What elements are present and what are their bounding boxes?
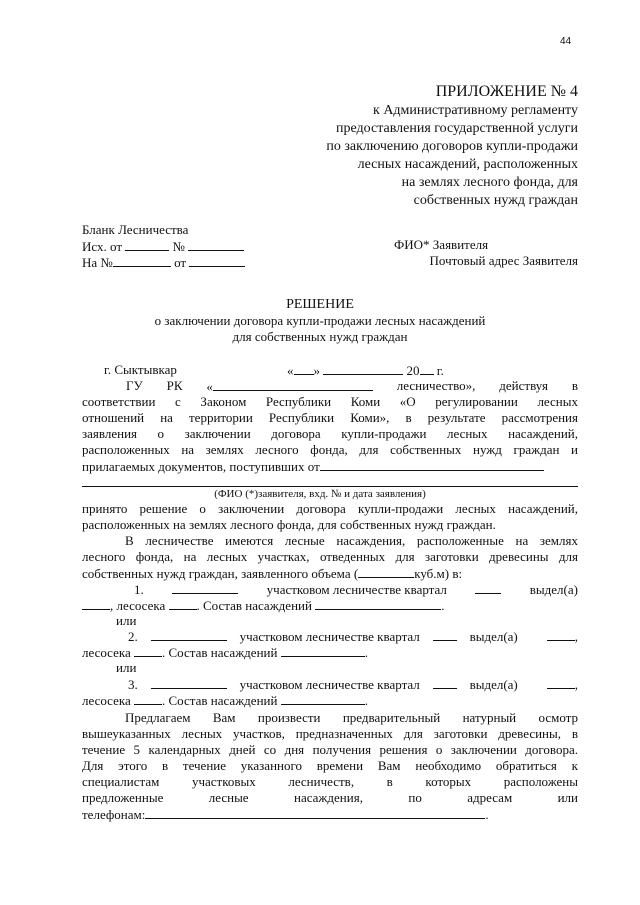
incoming-number-label: На №: [82, 255, 113, 270]
forestry-word: лесничество»,: [396, 378, 476, 393]
item-1-vydel-blank: [82, 597, 110, 610]
item-1-line1: [82, 581, 578, 598]
decision-title: РЕШЕНИЕ: [286, 297, 354, 312]
forestry-name-blank: [213, 378, 373, 391]
item-2-sostav: . Состав насаждений: [162, 645, 278, 660]
item-3-vydel: выдел(а): [469, 677, 518, 692]
applicant-caption: (ФИО (*)заявителя, вхд. № и дата заявления): [214, 488, 426, 500]
item-2-number: 2.: [128, 629, 138, 644]
item-2-line1: [82, 628, 578, 645]
para2-line1: В лесничестве имеются лесные насаждения, расположенные на землях: [125, 533, 578, 548]
applicant-fio: ФИО* Заявителя: [394, 237, 489, 252]
item-3-kvartal-blank: [433, 676, 457, 689]
day-blank: [294, 362, 314, 375]
item-3-lesoseka: лесосека: [82, 693, 131, 708]
appendix-line: по заключению договоров купли-продажи: [326, 139, 578, 154]
appendix-line: к Административному регламенту: [373, 103, 578, 118]
item-2-lesoseka: лесосека: [82, 645, 131, 660]
applicant-address: Почтовый адрес Заявителя: [429, 253, 578, 268]
item-1-line2: [82, 597, 444, 614]
item-2-kvartal-blank: [433, 628, 457, 641]
para1-line6: [82, 458, 544, 475]
caption-wrap: [0, 487, 640, 501]
item-2-line2: [82, 644, 368, 661]
item-2-forestry-blank: [151, 628, 227, 641]
item-3-line1: [82, 676, 578, 693]
in-word: в: [571, 378, 578, 393]
or-1: или: [116, 613, 137, 628]
date-quote-open: «: [287, 363, 294, 378]
outgoing-number-label: №: [172, 239, 185, 254]
item-1-lesoseka-blank: [169, 597, 197, 610]
city: г. Сыктывкар: [104, 362, 177, 377]
para3-line4: Для этого в течение указанного времени Вам необходимо обратиться к: [82, 758, 578, 773]
item-3-comma: ,: [574, 677, 578, 692]
outgoing-ref-row: [82, 238, 244, 255]
item-3-text: участковом лесничестве квартал: [239, 677, 420, 692]
forestry-name-field: [206, 378, 373, 395]
para2-line2: лесного фонда, на лесных участках, отведенных для заготовки древесины для: [82, 549, 578, 564]
para1-line2: соответствии с Законом Республики Коми «О регулировании лесных: [82, 394, 578, 409]
item-1-lesoseka: , лесосека: [110, 598, 166, 613]
decision-subtitle-1: о заключении договора купли-продажи лесных насаждений: [154, 313, 486, 328]
year-blank: [420, 362, 434, 375]
or-2: или: [116, 660, 137, 675]
para3-line6: предложенные лесные насаждения, по адресам или: [82, 790, 578, 805]
outgoing-date-label: Исх. от: [82, 239, 122, 254]
quote-open: «: [206, 379, 213, 394]
item-3-sostav-blank: [281, 692, 365, 705]
item-1-forestry-blank: [172, 581, 238, 594]
outgoing-date-blank: [125, 238, 169, 251]
para3-line2: вышеуказанных лесных участков, предназначенных для заготовки древесины, в: [82, 726, 578, 741]
appendix-title: ПРИЛОЖЕНИЕ № 4: [435, 83, 578, 100]
item-2-vydel: выдел(а): [469, 629, 518, 644]
para1-line4: заявления о заключении договора купли-продажи лесных насаждений,: [82, 426, 578, 441]
item-2-comma: ,: [574, 629, 578, 644]
item-1-number: 1.: [134, 582, 144, 597]
item-2-sostav-blank: [281, 644, 365, 657]
decision-subtitle-wrap: [0, 313, 640, 329]
decision-line2: расположенных на землях лесного фонда, для собственных нужд граждан.: [82, 517, 496, 532]
decision-title-wrap: [0, 296, 640, 314]
page-number: 44: [560, 36, 572, 47]
year-prefix: 20: [406, 363, 420, 378]
volume-unit: куб.м) в:: [414, 566, 463, 581]
item-3-forestry-blank: [151, 676, 227, 689]
para1-line3: отношений на территории Республики Коми», в результате рассмотрения: [82, 410, 578, 425]
rk-label: РК: [166, 378, 183, 393]
item-1-sostav-blank: [315, 597, 441, 610]
decision-subtitle-wrap-2: [0, 329, 640, 345]
item-1-sostav: . Состав насаждений: [196, 598, 312, 613]
decision-line1: принято решение о заключении договора купли-продажи лесных насаждений,: [82, 501, 578, 516]
date-line: [287, 362, 444, 379]
incoming-ref-row: [82, 254, 245, 271]
item-1-text: участковом лесничестве квартал: [266, 582, 447, 597]
para3-line5: специалистам участковых лесничеств, в которых расположены: [82, 774, 578, 789]
incoming-date-label: от: [174, 255, 187, 270]
para2-line3: [82, 565, 462, 582]
item-2-lesoseka-blank: [134, 644, 162, 657]
incoming-date-blank: [189, 254, 245, 267]
item-3-lesoseka-blank: [134, 692, 162, 705]
para1-line5: расположенных на землях лесного фонда, для собственных нужд граждан и: [82, 442, 578, 457]
received-from-blank: [320, 458, 544, 471]
para3-line7: [82, 806, 489, 823]
item-3-sostav: . Состав насаждений: [162, 693, 278, 708]
item-3-number: 3.: [128, 677, 138, 692]
appendix-line: лесных насаждений, расположенных: [357, 157, 578, 172]
appendix-line: предоставления государственной услуги: [336, 121, 578, 136]
para1-line1: [82, 378, 578, 395]
month-blank: [323, 362, 403, 375]
para3-line1: Предлагаем Вам произвести предварительный натурный осмотр: [125, 710, 578, 725]
outgoing-number-blank: [188, 238, 244, 251]
item-3-end: .: [364, 693, 368, 708]
decision-subtitle-2: для собственных нужд граждан: [232, 329, 408, 344]
volume-blank: [358, 565, 414, 578]
received-from-label: прилагаемых документов, поступивших от: [82, 459, 320, 474]
gu-label: ГУ: [126, 378, 143, 393]
item-1-kvartal-blank: [475, 581, 501, 594]
phones-label: телефонам:: [82, 807, 146, 822]
acting-word: действуя: [499, 378, 548, 393]
item-2-text: участковом лесничестве квартал: [239, 629, 420, 644]
forestry-blank-label: Бланк Лесничества: [82, 222, 189, 237]
date-quote-close: »: [313, 363, 320, 378]
incoming-number-blank: [113, 254, 171, 267]
year-suffix: г.: [436, 363, 444, 378]
appendix-line: собственных нужд граждан: [413, 193, 578, 208]
item-1-end: .: [441, 598, 445, 613]
phones-blank: [145, 806, 485, 819]
phones-end: .: [485, 807, 489, 822]
item-3-vydel-blank: [547, 676, 575, 689]
item-3-line2: [82, 692, 368, 709]
para3-line3: течение 5 календарных дней со дня получения решения о заключении договора.: [82, 742, 578, 757]
item-2-end: .: [364, 645, 368, 660]
item-1-vydel: выдел(а): [529, 582, 578, 597]
appendix-line: на землях лесного фонда, для: [401, 175, 578, 190]
item-2-vydel-blank: [547, 628, 575, 641]
volume-label: собственных нужд граждан, заявленного объема (: [82, 566, 359, 581]
